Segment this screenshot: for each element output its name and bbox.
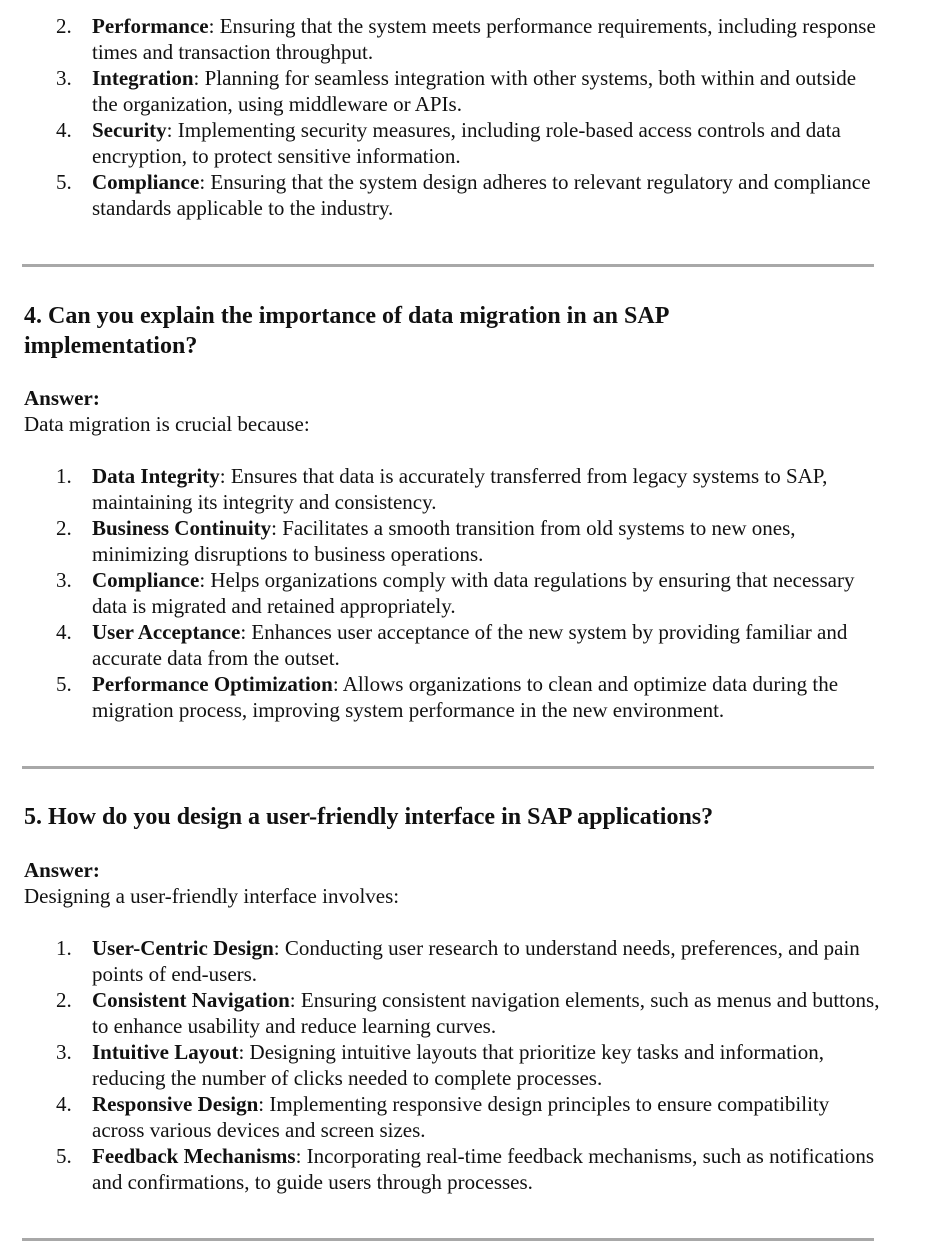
list-term: Business Continuity [92, 516, 272, 540]
list-text: : Planning for seamless integration with other systems, both within and outside the organization, using middleware or APIs. [92, 66, 857, 116]
list-number: 1. [56, 936, 72, 960]
answer-label: Answer: [24, 386, 100, 410]
answer-intro: Designing a user-friendly interface involves: [24, 884, 400, 908]
list-item [24, 1039, 884, 1091]
list-term: Feedback Mechanisms [92, 1144, 296, 1168]
section-divider [22, 1238, 874, 1241]
list-text: : Helps organizations comply with data regulations by ensuring that necessary data is migrated and retained appropriately. [92, 568, 855, 618]
list-term: Responsive Design [92, 1092, 259, 1116]
list-item [24, 1143, 884, 1195]
list-text: : Ensures that data is accurately transferred from legacy systems to SAP, maintaining its integrity and consistency. [92, 464, 828, 514]
list-term: Intuitive Layout [92, 1040, 239, 1064]
list-item [24, 515, 884, 567]
list-text: : Allows organizations to clean and optimize data during the migration process, improving system performance in the new environment. [92, 672, 839, 722]
question-heading: 5. How do you design a user-friendly interface in SAP applications? [24, 804, 714, 830]
section-divider [22, 264, 874, 267]
list-term: Consistent Navigation [92, 988, 290, 1012]
list-term: Security [92, 118, 167, 142]
section-divider [22, 766, 874, 769]
list-item [24, 1091, 884, 1143]
list-text: : Incorporating real-time feedback mechanisms, such as notifications and confirmations, to guide users through processes. [92, 1144, 875, 1194]
list-text: : Ensuring consistent navigation elements, such as menus and buttons, to enhance usability and reduce learning curves. [92, 988, 880, 1038]
list-text: : Enhances user acceptance of the new system by providing familiar and accurate data from the outset. [92, 620, 848, 670]
list-term: Performance Optimization [92, 672, 333, 696]
list-number: 5. [56, 170, 72, 194]
list-number: 2. [56, 14, 72, 38]
list-text: : Designing intuitive layouts that prioritize key tasks and information, reducing the number of clicks needed to complete processes. [92, 1040, 824, 1090]
question4-list [24, 463, 884, 723]
list-text: : Implementing responsive design principles to ensure compatibility across various devices and screen sizes. [92, 1092, 830, 1142]
list-number: 4. [56, 620, 72, 644]
list-number: 5. [56, 672, 72, 696]
list-text: : Facilitates a smooth transition from old systems to new ones, minimizing disruptions to business operations. [92, 516, 796, 566]
list-item [24, 463, 884, 515]
list-number: 2. [56, 516, 72, 540]
list-item [24, 671, 884, 723]
list-text: : Ensuring that the system meets performance requirements, including response times and transaction throughput. [92, 14, 876, 64]
list-item [24, 987, 884, 1039]
list-item [24, 619, 884, 671]
list-item [24, 13, 884, 65]
list-term: Data Integrity [92, 464, 220, 488]
list-term: Integration [92, 66, 194, 90]
list-number: 1. [56, 464, 72, 488]
section3-list [24, 13, 884, 221]
answer-intro: Data migration is crucial because: [24, 412, 310, 436]
list-text: : Ensuring that the system design adheres to relevant regulatory and compliance standards applicable to the industry. [92, 170, 871, 220]
list-number: 5. [56, 1144, 72, 1168]
list-number: 4. [56, 1092, 72, 1116]
question-heading: 4. Can you explain the importance of data migration in an SAP implementation? [24, 303, 669, 359]
list-number: 3. [56, 1040, 72, 1064]
list-item [24, 169, 884, 221]
list-number: 3. [56, 66, 72, 90]
list-term: User Acceptance [92, 620, 241, 644]
answer-label: Answer: [24, 858, 100, 882]
list-text: : Implementing security measures, including role-based access controls and data encryption, to protect sensitive information. [92, 118, 841, 168]
list-number: 3. [56, 568, 72, 592]
list-item [24, 117, 884, 169]
list-term: Compliance [92, 170, 200, 194]
list-term: Compliance [92, 568, 200, 592]
list-term: Performance [92, 14, 209, 38]
list-item [24, 65, 884, 117]
list-item [24, 567, 884, 619]
list-text: : Conducting user research to understand needs, preferences, and pain points of end-users. [92, 936, 860, 986]
list-number: 4. [56, 118, 72, 142]
list-term: User-Centric Design [92, 936, 274, 960]
list-item [24, 935, 884, 987]
list-number: 2. [56, 988, 72, 1012]
question5-list [24, 935, 884, 1195]
